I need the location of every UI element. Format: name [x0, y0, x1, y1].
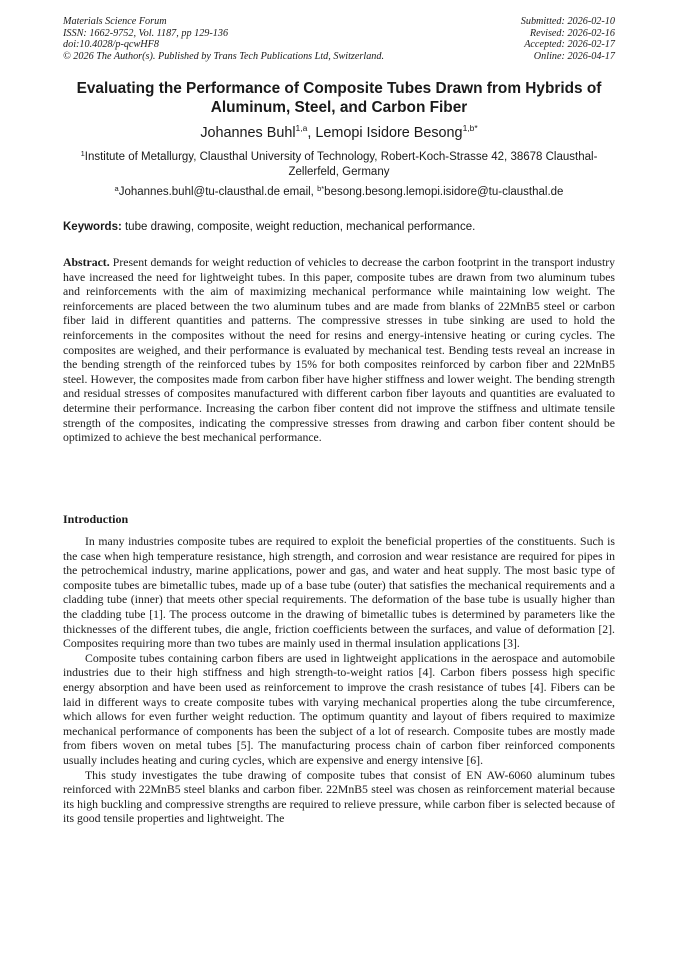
doi[interactable]: doi:10.4028/p-qcwHF8 — [63, 39, 159, 50]
email-link[interactable]: besong.besong.lemopi.isidore@tu-clausthal.de — [324, 186, 564, 198]
author-superscript: 1,b* — [462, 123, 478, 133]
abstract-label: Abstract. — [63, 256, 110, 269]
author-separator: , — [307, 125, 316, 141]
email-link[interactable]: Johannes.buhl@tu-clausthal.de email, — [118, 186, 318, 198]
email-superscript: a — [114, 184, 119, 193]
copyright: © 2026 The Author(s). Published by Trans Tech Publications Ltd, Switzerland. — [63, 50, 385, 62]
affiliation-text: Institute of Metallurgy, Clausthal University of Technology, Robert-Koch-Strasse 42, 38678 Clausthal-Zellerfeld, Germany — [84, 151, 598, 178]
keywords-label: Keywords: — [63, 221, 122, 233]
journal-name: Materials Science Forum — [63, 16, 167, 27]
revised-date: Revised: 2026-02-16 — [529, 27, 615, 39]
submitted-date: Submitted: 2026-02-10 — [520, 16, 615, 27]
author-emails — [40, 185, 638, 200]
keywords — [63, 220, 615, 235]
publication-header — [63, 16, 615, 62]
affiliation-superscript: 1 — [80, 149, 85, 158]
paragraph: This study investigates the tube drawing of composite tubes that consist of EN AW-6060 aluminum tubes reinforced with 22MnB5 steel blanks and carbon fiber. 22MnB5 steel was chosen as reinforcement material because its high buckling and compressive strengths are required to relieve pressure, while carbon fiber is selected because of its good tensile properties and lightweight. The — [63, 768, 615, 826]
keywords-text: tube drawing, composite, weight reduction, mechanical performance. — [121, 221, 476, 233]
dates-info — [521, 16, 615, 62]
author-superscript: 1,a — [295, 123, 308, 133]
introduction-body — [63, 535, 615, 827]
section-heading-introduction: Introduction — [63, 512, 129, 526]
abstract-text: Present demands for weight reduction of vehicles to decrease the carbon footprint in the transport industry have increased the need for lightweight tubes. In this paper, composite tubes are drawn from two aluminum tubes and reinforcements with the aim of maximizing mechanical performance while maintaining low weight. The reinforcements are placed between the two aluminum tubes and are made from blanks of 22MnB5 steel or carbon fiber laid in different quantities and patterns. The compressive stresses in tube sinking are used to hold the reinforcements in the composites without the need for resins and energy-intensive heating or curing cycles. The composites are weighed, and their performance is evaluated by mechanical test. Bending tests reveal an increase in the bending strength of the reinforced tubes by 15% for both composites reinforced by carbon fiber and 22MnB5 steel. However, the composites made from carbon fiber have higher stiffness and lower weight. The bending strength and residual stresses of composites manufactured with different carbon fiber layouts and quantities are evaluated to determine their performance. Increasing the carbon fiber content did not improve the stiffness and ultimate tensile strength of the composites, indicating the compressive stresses from drawing and carbon fiber content should be optimized to achieve the best mechanical performance. — [63, 256, 615, 445]
paragraph: In many industries composite tubes are required to exploit the beneficial properties of the constituents. Such is the case when high temperature resistance, high strength, and corrosion and wear resistance are required for pipes in the petrochemical industry, marine applications, power and gas, and water and heat supply. The most basic type of composite tubes are bimetallic tubes, made up of a base tube (outer) that satisfies the mechanical requirements and a cladding tube (inner) that meets other special requirements. The deformation of the base tube is usually higher than the cladding tube [1]. The process outcome in the drawing of bimetallic tubes is determined by parameters like the thicknesses of the different tubes, die angle, friction coefficients between the surfaces, and value of deformation [2]. Composites requiring more than two tubes are mainly used in thermal insulation applications [3]. — [63, 535, 615, 651]
issn: ISSN: 1662-9752, Vol. 1187, pp 129-136 — [63, 27, 229, 39]
author-list — [40, 124, 638, 142]
paper-title: Evaluating the Performance of Composite Tubes Drawn from Hybrids of Aluminum, Steel, and Carbon Fiber — [76, 80, 602, 116]
journal-info — [63, 16, 384, 62]
paragraph: Composite tubes containing carbon fibers are used in lightweight applications in the aerospace and automobile industries due to their high stiffness and high strength-to-weight ratios [4]. Carbon fibers possess high specific energy absorption and have been used as reinforcement to improve the crash resistance of tubes [4]. Fibers can be laid in different ways to create composite tubes with varying mechanical properties along the tube circumference, which allows for even further weight reduction. The optimum quantity and layout of fibers required to maximize mechanical performance of components has been the subject of a lot of research. Composite tubes are mostly made from fibers woven on metal tubes [5]. The manufacturing process chain of carbon fiber reinforced components usually includes heating and curing cycles, which are expensive and energy intensive [6]. — [63, 651, 615, 767]
online-date: Online: 2026-04-17 — [533, 50, 615, 62]
accepted-date: Accepted: 2026-02-17 — [524, 39, 615, 50]
affiliation — [60, 150, 618, 180]
email-superscript: b* — [317, 184, 325, 193]
author-name: Johannes Buhl — [200, 125, 296, 141]
abstract — [63, 256, 615, 446]
author-name: Lemopi Isidore Besong — [315, 125, 463, 141]
